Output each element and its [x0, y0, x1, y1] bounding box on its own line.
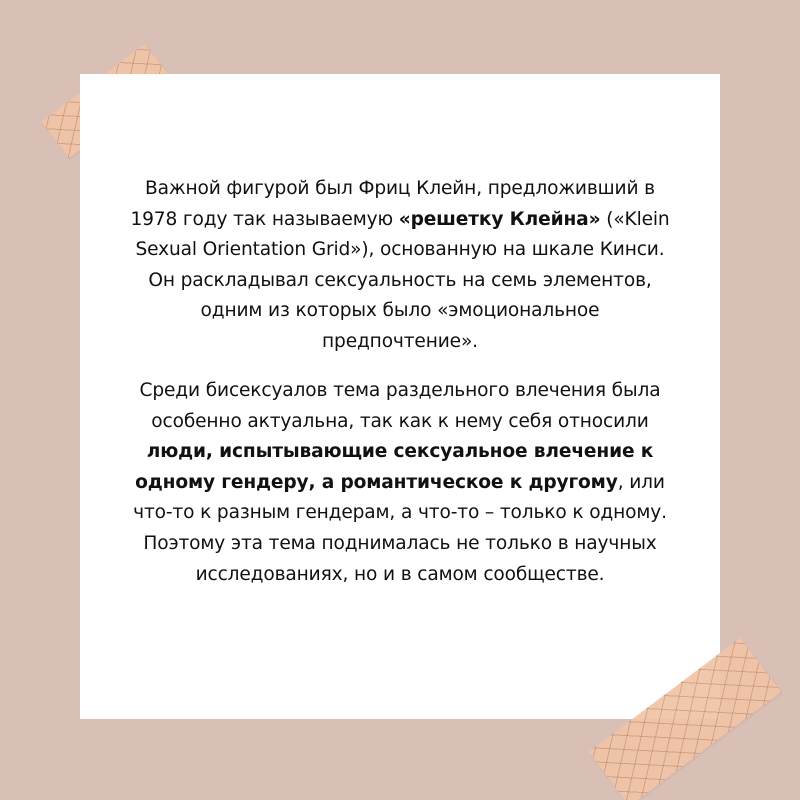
- paragraph-klein-grid: [80, 174, 720, 358]
- paragraph1-line1: Важной фигурой был Фриц Клейн, предложивший в: [145, 178, 655, 199]
- paragraph1-line2-suffix: («Klein: [600, 208, 670, 230]
- paragraph1-line6: предпочтение».: [322, 330, 478, 352]
- paragraph2-line4-suffix: , или: [617, 471, 665, 493]
- paragraph2-line6: Поэтому эта тема поднималась не только в научных: [143, 532, 657, 554]
- paragraph2-line4-bold: одному гендеру, а романтическое к другому: [135, 471, 618, 493]
- paragraph1-line2: [80, 205, 720, 236]
- paragraph2-line4: [80, 468, 720, 499]
- paragraph2-line3-bold: люди, испытывающие сексуальное влечение к: [146, 441, 654, 463]
- paragraph1-line4: Он раскладывал сексуальность на семь элементов,: [148, 269, 652, 291]
- text-card: [80, 74, 720, 719]
- klein-grid-bold-term: «решетку Клейна»: [398, 208, 601, 230]
- paragraph2-line2: особенно актуальна, так как к нему себя относили: [151, 410, 649, 432]
- paragraph1-line3: Sexual Orientation Grid»), основанную на шкале Кинси.: [135, 239, 665, 261]
- paragraph2-line5: что-то к разным гендерам, а что-то – только к одному.: [133, 502, 667, 524]
- paragraph2-line7: исследованиях, но и в самом сообществе.: [195, 563, 605, 585]
- paragraph2-line1: Среди бисексуалов тема раздельного влечения была: [139, 380, 661, 401]
- paragraph-split-attraction: [80, 376, 720, 590]
- paragraph1-line5: одним из которых было «эмоциональное: [200, 300, 600, 322]
- paragraph1-line2-prefix: 1978 году так называемую: [130, 208, 399, 230]
